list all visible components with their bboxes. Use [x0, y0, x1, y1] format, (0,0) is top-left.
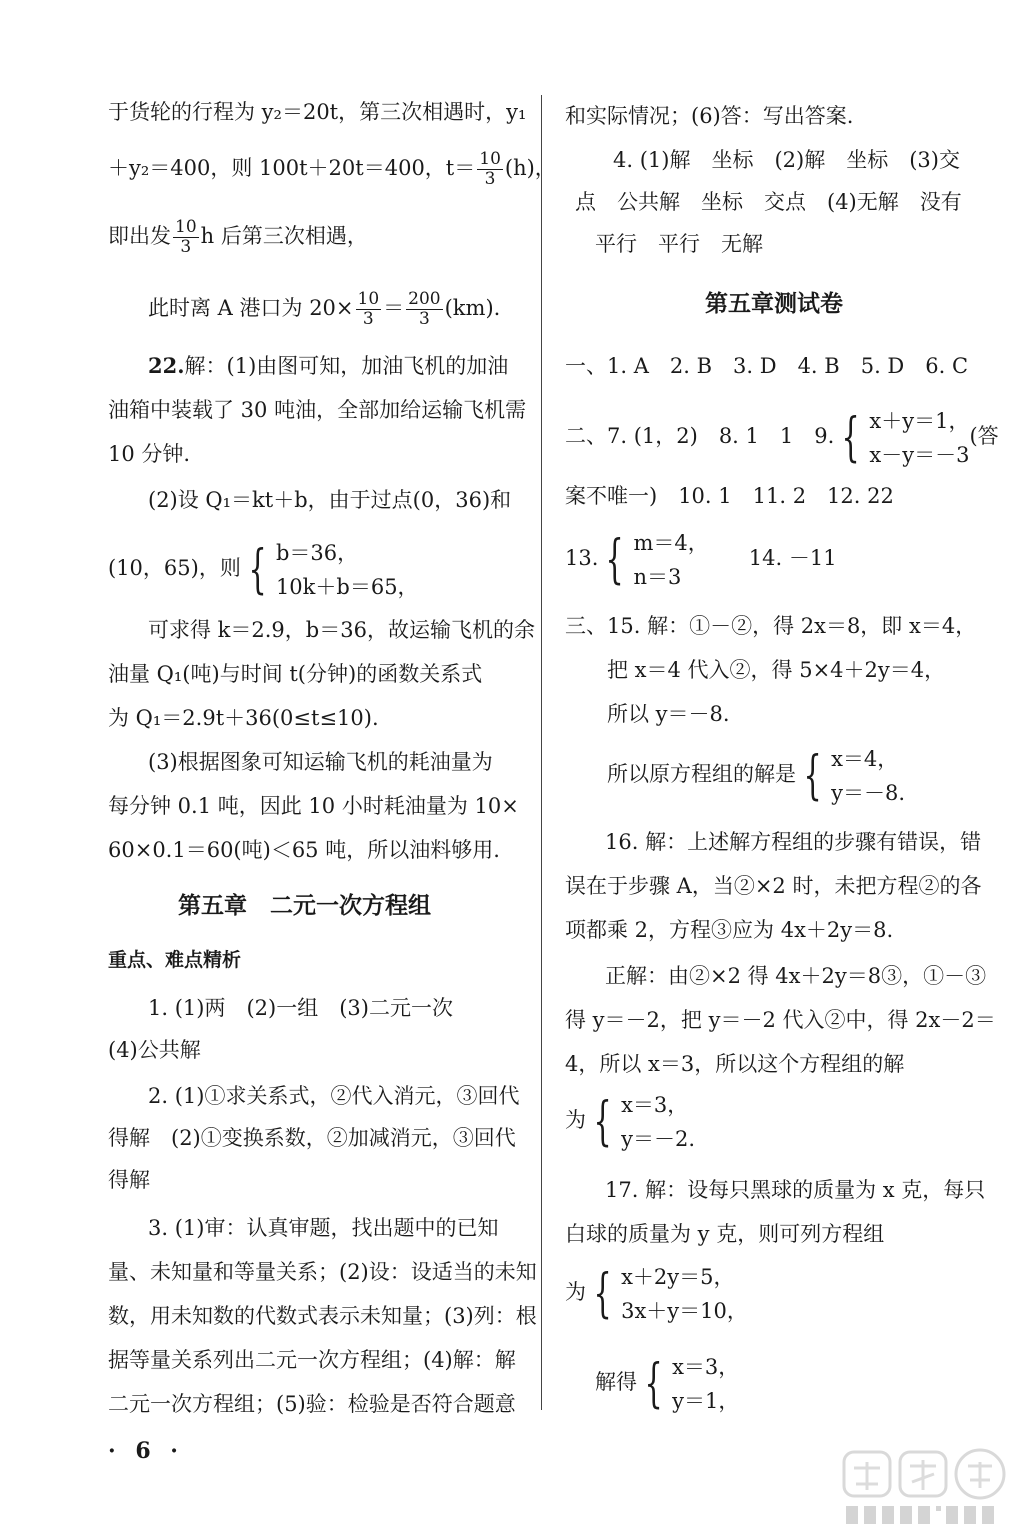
- text-line: [565, 1082, 695, 1158]
- text-line: 所以 y＝－8.: [607, 702, 730, 726]
- text-span: 为: [565, 1108, 586, 1132]
- text-span: 所以原方程组的解是: [607, 762, 796, 786]
- text-line: 16. 解：上述解方程组的步骤有错误，错: [605, 830, 982, 854]
- text-line: [148, 290, 500, 329]
- numerator: 10: [175, 217, 197, 237]
- watermark-logo-icon: [840, 1448, 1025, 1528]
- text-line: 于货轮的行程为 y₂＝20t，第三次相遇时，y₁: [108, 100, 527, 124]
- text-span: 解得: [595, 1370, 637, 1394]
- text-line: [108, 218, 368, 257]
- fraction: [356, 290, 382, 329]
- text-span: ＝: [383, 296, 405, 320]
- text-span: (h)，: [504, 156, 556, 180]
- text-line: 3. (1)审：认真审题，找出题中的已知: [148, 1216, 499, 1240]
- text-line: 60×0.1＝60(吨)＜65 吨，所以油料够用.: [108, 838, 500, 862]
- denominator: 3: [418, 309, 430, 329]
- equation-system: [796, 742, 905, 810]
- fraction: [173, 218, 199, 257]
- text-line: [565, 398, 999, 474]
- text-span: ＋y₂＝400，则 100t＋20t＝400，t＝: [108, 156, 476, 180]
- column-divider: [541, 95, 542, 1410]
- text-line: 案不唯一) 10. 1 11. 2 12. 22: [565, 484, 894, 508]
- text-line: 油箱中装载了 30 吨油，全部加给运输飞机需: [108, 398, 527, 422]
- text-line: 数，用未知数的代数式表示未知量；(3)列：根: [108, 1304, 537, 1328]
- text-line: 二元一次方程组；(5)验：检验是否符合题意: [108, 1392, 516, 1416]
- text-line: 量、未知量和等量关系；(2)设：设适当的未知: [108, 1260, 537, 1284]
- equation-row: y＝1，: [672, 1388, 740, 1413]
- text-line: 得解: [108, 1168, 150, 1192]
- text-line: [108, 150, 556, 189]
- equation-system: [637, 1350, 739, 1418]
- text-span: (10，65)，则: [108, 556, 241, 580]
- denominator: 3: [362, 309, 374, 329]
- denominator: 3: [484, 169, 496, 189]
- text-line: 和实际情况；(6)答：写出答案.: [565, 104, 854, 128]
- text-line: 误在于步骤 A，当②×2 时，未把方程②的各: [565, 874, 982, 898]
- equation-row: n＝3: [633, 564, 682, 589]
- numerator: 10: [479, 149, 501, 169]
- chapter-title: 第五章 二元一次方程组: [178, 893, 431, 919]
- equation-row: x＋2y＝5，: [621, 1264, 735, 1289]
- text-span: 解：(1)由图可知，加油飞机的加油: [184, 354, 509, 378]
- text-line: (4)公共解: [108, 1038, 201, 1062]
- text-line: [565, 520, 837, 596]
- brace-symbol: {: [248, 539, 267, 600]
- text-line: 据等量关系列出二元一次方程组；(4)解：解: [108, 1348, 516, 1372]
- equation-row: 3x＋y＝10，: [621, 1298, 748, 1323]
- text-line: 项都乘 2，方程③应为 4x＋2y＝8.: [565, 918, 894, 942]
- text-line: 2. (1)①求关系式，②代入消元，③回代: [148, 1084, 520, 1108]
- text-span: 13.: [565, 546, 599, 570]
- text-line: 可求得 k＝2.9，b＝36，故运输飞机的余: [148, 618, 535, 642]
- text-span: h 后第三次相遇，: [200, 224, 368, 248]
- equation-row: y＝－2.: [621, 1126, 695, 1151]
- text-span: (km).: [444, 296, 501, 320]
- brace-symbol: {: [593, 1091, 612, 1152]
- text-line: 白球的质量为 y 克，则可列方程组: [565, 1222, 885, 1246]
- equation-row: x＝4，: [831, 746, 899, 771]
- equation-system: [834, 404, 969, 472]
- question-number: 22.: [148, 353, 185, 378]
- fraction: [477, 150, 503, 189]
- text-line: 每分钟 0.1 吨，因此 10 小时耗油量为 10×: [108, 794, 519, 818]
- equation-row: x－y＝－3: [869, 442, 970, 467]
- text-line: [607, 736, 905, 812]
- text-line: 4，所以 x＝3，所以这个方程组的解: [565, 1052, 905, 1076]
- equation-row: y＝－8.: [831, 780, 905, 805]
- text-line: 得 y＝－2，把 y＝－2 代入②中，得 2x－2＝: [565, 1008, 996, 1032]
- text-line: 把 x＝4 代入②，得 5×4＋2y＝4，: [607, 658, 946, 682]
- equation-system: [241, 536, 419, 604]
- equation-row: b＝36，: [275, 540, 359, 565]
- text-line: [565, 1254, 748, 1330]
- text-line: (3)根据图象可知运输飞机的耗油量为: [148, 750, 493, 774]
- text-line: [148, 352, 508, 380]
- text-span: 二、7. (1，2) 8. 1 1 9.: [565, 424, 835, 448]
- equation-system: [586, 1260, 748, 1328]
- fraction: [406, 290, 442, 329]
- text-span: 即出发: [108, 224, 171, 248]
- text-line: 平行 平行 无解: [595, 232, 763, 256]
- numerator: 200: [408, 289, 441, 309]
- text-line: 为 Q₁＝2.9t＋36(0≤t≤10).: [108, 706, 379, 730]
- text-line: 17. 解：设每只黑球的质量为 x 克，每只: [605, 1178, 986, 1202]
- brace-symbol: {: [593, 1263, 612, 1324]
- numerator: 10: [357, 289, 380, 309]
- test-title: 第五章测试卷: [705, 291, 843, 317]
- page-number: · 6 ·: [108, 1438, 184, 1464]
- brace-symbol: {: [803, 745, 822, 806]
- equation-row: 10k＋b＝65，: [275, 574, 419, 599]
- denominator: 3: [180, 237, 192, 257]
- equation-system: [586, 1088, 695, 1156]
- text-span: (答: [969, 424, 999, 448]
- text-line: [108, 530, 419, 606]
- text-line: 得解 (2)①变换系数，②加减消元，③回代: [108, 1126, 516, 1150]
- text-line: (2)设 Q₁＝kt＋b，由于过点(0，36)和: [148, 488, 512, 512]
- text-line: 一、1. A 2. B 3. D 4. B 5. D 6. C: [565, 354, 969, 378]
- brace-symbol: {: [841, 407, 860, 468]
- text-line: 10 分钟.: [108, 442, 191, 466]
- text-line: 三、15. 解：①－②，得 2x＝8，即 x＝4，: [565, 614, 977, 638]
- equation-row: x＋y＝1，: [869, 408, 970, 433]
- brace-symbol: {: [605, 529, 625, 590]
- text-line: 1. (1)两 (2)一组 (3)二元一次: [148, 996, 453, 1020]
- brace-symbol: {: [644, 1353, 663, 1414]
- text-line: 油量 Q₁(吨)与时间 t(分钟)的函数关系式: [108, 662, 483, 686]
- text-line: 点 公共解 坐标 交点 (4)无解 没有: [575, 190, 962, 214]
- section-title: 重点、难点精析: [108, 949, 242, 971]
- text-span: 为: [565, 1280, 586, 1304]
- text-line: 4. (1)解 坐标 (2)解 坐标 (3)交: [613, 148, 960, 172]
- text-line: [595, 1344, 739, 1420]
- text-span: 14. －11: [748, 546, 837, 570]
- equation-row: x＝3，: [621, 1092, 689, 1117]
- equation-system: [598, 526, 708, 594]
- equation-row: x＝3，: [672, 1354, 740, 1379]
- equation-row: m＝4，: [633, 530, 709, 555]
- text-span: 此时离 A 港口为 20×: [148, 296, 354, 320]
- text-line: 正解：由②×2 得 4x＋2y＝8③，①－③: [605, 964, 987, 988]
